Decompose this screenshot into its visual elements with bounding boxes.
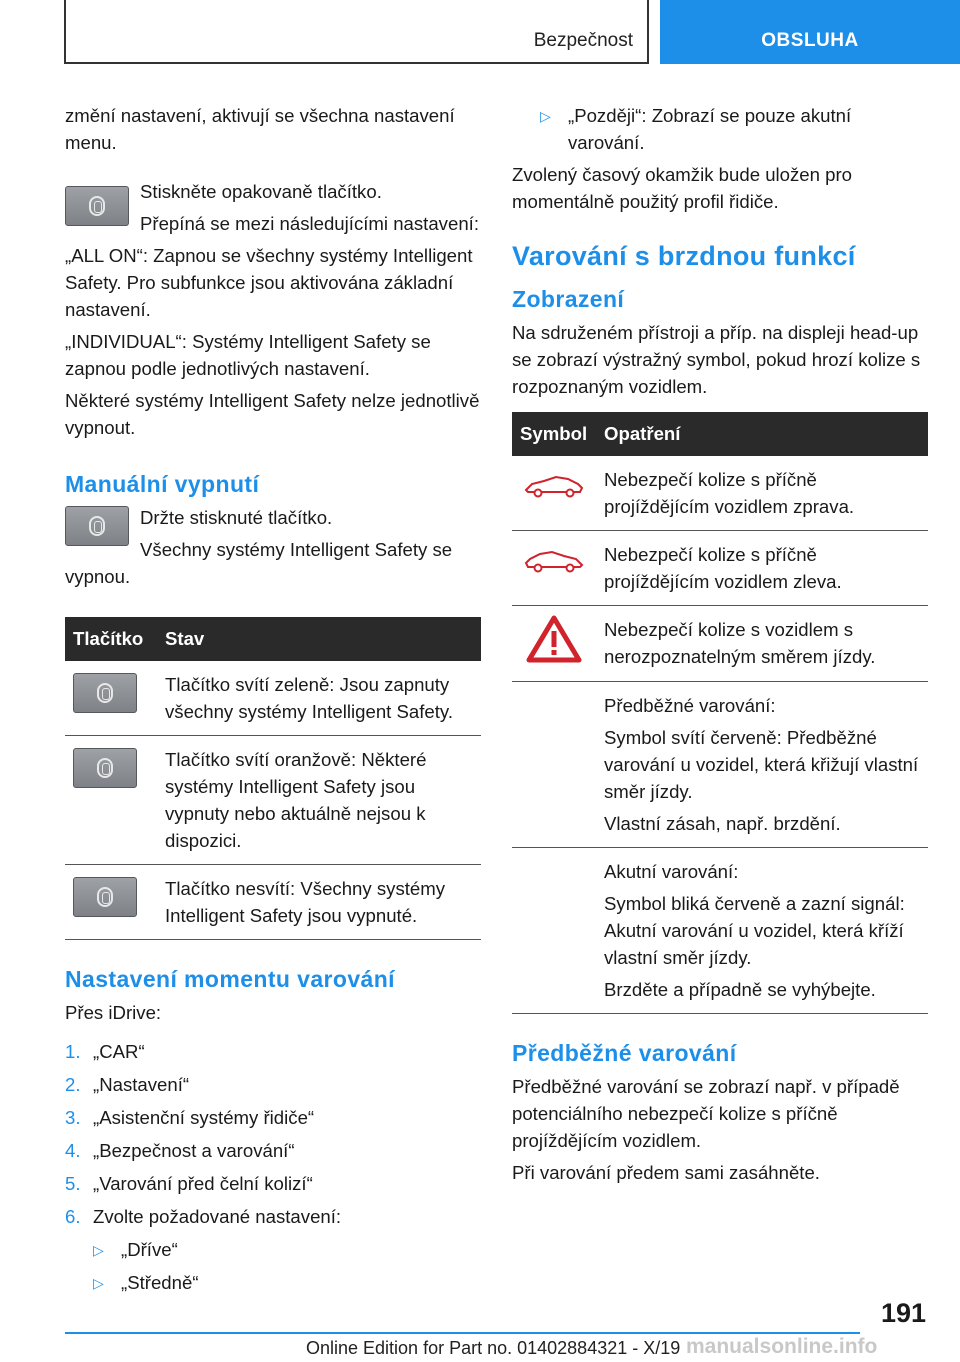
heading-brake-warning: Varování s brzdnou funkcí xyxy=(512,241,856,271)
list-item: ▷ „Později“: Zobrazí se pouze akutní varování. xyxy=(540,102,928,156)
table-cell: Tlačítko svítí oranžově: Některé systémy Intelligent Safety jsou vypnuty nebo aktuálně nejsou k dispozici. xyxy=(157,736,481,865)
list-item: 1. „CAR“ xyxy=(65,1041,145,1062)
button-off-icon xyxy=(73,877,137,917)
paragraph: změní nastavení, aktivují se všechna nastavení menu. xyxy=(65,105,455,153)
symbol-table xyxy=(512,412,928,1014)
table-cell: Nebezpečí kolize s příčně projíždějícím vozidlem zprava. xyxy=(596,456,928,531)
paragraph: Přes iDrive: xyxy=(65,1002,162,1023)
instruction-row xyxy=(65,178,481,242)
paragraph: Některé systémy Intelligent Safety nelze jednotlivě vypnout. xyxy=(65,390,480,438)
paragraph: Stiskněte opakovaně tlačítko. xyxy=(140,181,382,202)
heading-manual-off: Manuální vypnutí xyxy=(65,471,260,497)
triangle-bullet-icon: ▷ xyxy=(93,1242,104,1258)
list-item: ▷ „Středně“ xyxy=(93,1269,481,1297)
table-row xyxy=(65,865,481,940)
paragraph: „INDIVIDUAL“: Systémy Intelligent Safety se zapnou podle jednotlivých nastavení. xyxy=(65,331,431,379)
paragraph: Držte stisknuté tlačítko. xyxy=(140,507,333,528)
paragraph: Na sdruženém přístroji a příp. na displeji head-up se zobrazí výstražný symbol, pokud hrozí kolize s rozpoznaným vozidlem. xyxy=(512,322,921,397)
table-cell-line: Akutní varování: xyxy=(604,861,739,882)
paragraph: Všechny systémy Intelligent Safety se vypnou. xyxy=(65,539,453,587)
car-right-warning-icon xyxy=(522,472,586,500)
table-cell: Nebezpečí kolize s vozidlem s nerozpoznatelným směrem jízdy. xyxy=(596,606,928,682)
header-chapter-tab xyxy=(660,0,960,64)
table-cell: Tlačítko nesvítí: Všechny systémy Intelligent Safety jsou vypnuté. xyxy=(157,865,481,940)
table-row xyxy=(65,661,481,736)
list-item: 6. Zvolte požadované nastavení: xyxy=(65,1206,342,1227)
list-item: 4. „Bezpečnost a varování“ xyxy=(65,1140,295,1161)
steps-list xyxy=(65,1038,481,1230)
table-row xyxy=(512,456,928,531)
table-cell-line: Symbol bliká červeně a zazní signál: Akutní varování u vozidel, která kříží vlastní směr jízdy. xyxy=(604,893,905,968)
sub-options xyxy=(93,1236,481,1297)
table-row xyxy=(512,682,928,848)
table-cell-line: Vlastní zásah, např. brzdění. xyxy=(604,813,841,834)
paragraph: Zvolený časový okamžik bude uložen pro momentálně použitý profil řidiče. xyxy=(512,164,853,212)
triangle-bullet-icon: ▷ xyxy=(93,1275,104,1291)
table-header-symbol: Symbol xyxy=(512,412,596,456)
footer-edition: Online Edition for Part no. 01402884321 - X/19 xyxy=(306,1338,681,1358)
table-header-status: Stav xyxy=(157,617,481,661)
table-cell: Nebezpečí kolize s příčně projíždějícím vozidlem zleva. xyxy=(596,531,928,606)
triangle-bullet-icon: ▷ xyxy=(540,108,551,124)
car-left-warning-icon xyxy=(522,547,586,575)
table-header-button: Tlačítko xyxy=(65,617,157,661)
heading-display: Zobrazení xyxy=(512,286,625,312)
table-cell-line: Symbol svítí červeně: Předběžné varování u vozidel, která křižují vlastní směr jízdy. xyxy=(604,727,919,802)
paragraph: Při varování předem sami zasáhněte. xyxy=(512,1162,820,1183)
right-column xyxy=(512,102,928,1191)
paragraph: Předběžné varování se zobrazí např. v případě potenciálního nebezpečí kolize s příčně projíždějícím vozidlem. xyxy=(512,1076,900,1151)
table-row xyxy=(512,848,928,1014)
header-section-title: Bezpečnost xyxy=(533,30,633,51)
table-cell-line: Předběžné varování: xyxy=(604,695,776,716)
table-row xyxy=(65,736,481,865)
paragraph: „ALL ON“: Zapnou se všechny systémy Intelligent Safety. Pro subfunkce jsou aktivována základní nastavení. xyxy=(65,245,473,320)
footer-divider xyxy=(65,1332,860,1334)
instruction-row xyxy=(65,504,481,595)
table-cell-line: Brzděte a případně se vyhýbejte. xyxy=(604,979,876,1000)
table-header-action: Opatření xyxy=(596,412,928,456)
watermark: manualsonline.info xyxy=(686,1335,878,1358)
list-item: 3. „Asistenční systémy řidiče“ xyxy=(65,1107,315,1128)
header-section-box xyxy=(64,0,649,64)
header-chapter-title: OBSLUHA xyxy=(761,30,859,51)
list-item: 2. „Nastavení“ xyxy=(65,1074,190,1095)
heading-pre-warning: Předběžné varování xyxy=(512,1040,737,1066)
list-item: 5. „Varování před čelní kolizí“ xyxy=(65,1173,313,1194)
heading-warning-moment: Nastavení momentu varování xyxy=(65,966,395,992)
button-status-table xyxy=(65,617,481,940)
paragraph: Přepíná se mezi následujícími nastavení: xyxy=(140,213,479,234)
list-item: ▷ „Dříve“ xyxy=(93,1236,481,1264)
button-green-icon xyxy=(73,673,137,713)
warning-triangle-icon xyxy=(526,614,582,664)
button-orange-icon xyxy=(73,748,137,788)
page-number: 191 xyxy=(880,1298,926,1328)
left-column xyxy=(65,102,481,1302)
table-cell: Tlačítko svítí zeleně: Jsou zapnuty všechny systémy Intelligent Safety. xyxy=(157,661,481,736)
table-row xyxy=(512,606,928,682)
table-row xyxy=(512,531,928,606)
